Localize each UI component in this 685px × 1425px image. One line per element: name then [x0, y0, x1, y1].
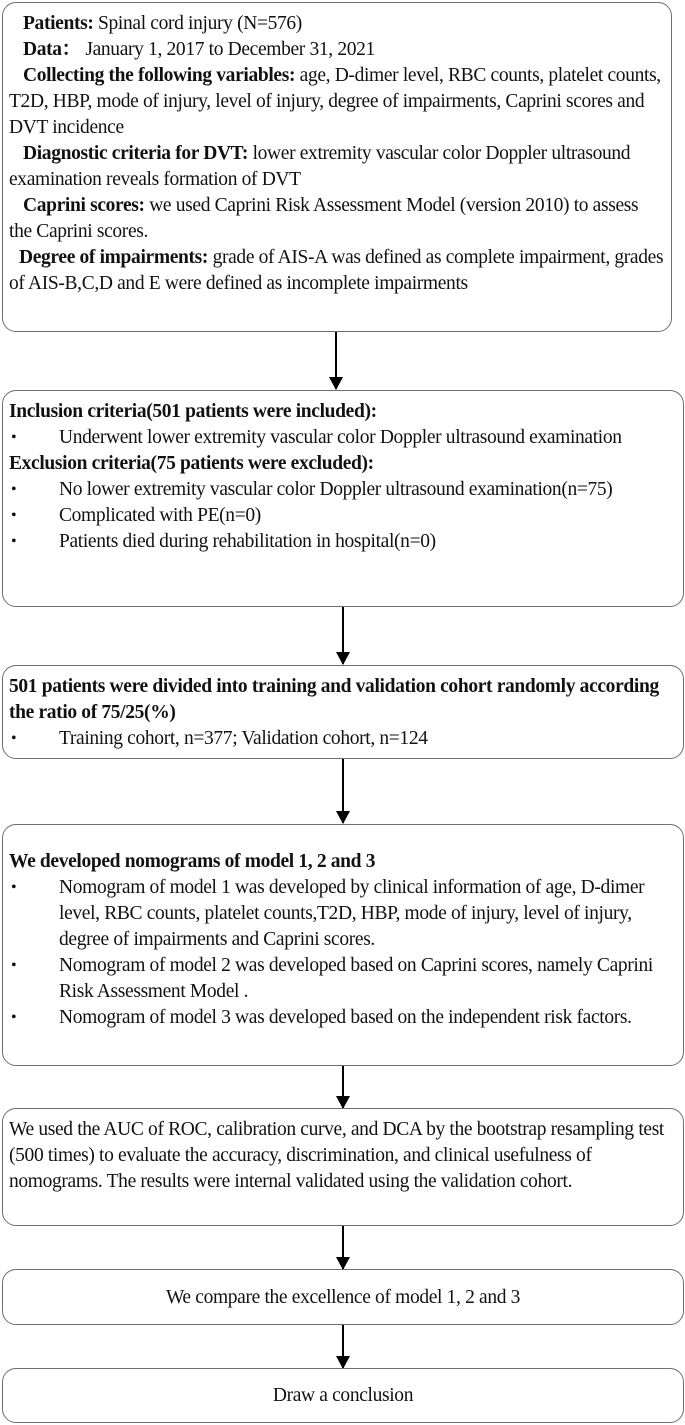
- arrow-down-icon: [342, 759, 344, 823]
- arrow-down-icon: [342, 1226, 344, 1269]
- arrow-down-icon: [342, 607, 344, 664]
- data-period-line: Data： January 1, 2017 to December 31, 2021: [23, 39, 375, 60]
- conclusion-text: Draw a conclusion: [272, 1385, 414, 1406]
- variables-line: Collecting the following variables: age, D-dimer level, RBC counts, platelet counts, T2D, HBP, mode of injury, level of injury, degree of impairments, Caprini scores and DVT incidence: [9, 65, 661, 138]
- evaluation-box: [2, 1108, 684, 1226]
- arrow-down-icon: [335, 332, 337, 389]
- conclusion-box: [2, 1368, 684, 1423]
- arrow-down-icon: [342, 1066, 344, 1108]
- inclusion-item: • Underwent lower extremity vascular color Doppler ultrasound examination: [9, 425, 677, 451]
- bullet-icon: •: [11, 1009, 17, 1026]
- nomogram-item: • Nomogram of model 2 was developed based on Caprini scores, namely Caprini Risk Assessment Model .: [11, 955, 653, 1002]
- bullet-icon: •: [11, 481, 17, 498]
- nomogram-heading: We developed nomograms of model 1, 2 and 3: [9, 851, 376, 872]
- arrow-down-icon: [342, 1325, 344, 1368]
- inclusion-exclusion-box: [2, 390, 684, 607]
- bullet-icon: •: [11, 429, 17, 446]
- evaluation-text: We used the AUC of ROC, calibration curve, and DCA by the bootstrap resampling test (500 times) to evaluate the accuracy, discrimination, and clinical usefulness of nomograms. The results were internal validated using the validation cohort.: [9, 1119, 665, 1192]
- cohort-item: • Training cohort, n=377; Validation cohort, n=124: [9, 726, 677, 752]
- cohort-split-box: [2, 665, 684, 759]
- study-design-box: [2, 2, 672, 332]
- dvt-criteria-line: Diagnostic criteria for DVT: lower extremity vascular color Doppler ultrasound examination reveals formation of DVT: [9, 143, 631, 190]
- exclusion-item: • No lower extremity vascular color Doppler ultrasound examination(n=75): [9, 477, 677, 503]
- impairment-line: Degree of impairments: grade of AIS-A was defined as complete impairment, grades of AIS-B,C,D and E were defined as incomplete impairments: [9, 247, 664, 294]
- caprini-line: Caprini scores: we used Caprini Risk Assessment Model (version 2010) to assess the Caprini scores.: [9, 195, 639, 242]
- nomogram-development-box: [2, 824, 684, 1066]
- patients-line: Patients: Spinal cord injury (N=576): [23, 13, 302, 34]
- comparison-box: [2, 1269, 684, 1325]
- nomogram-item: • Nomogram of model 3 was developed based on the independent risk factors.: [9, 1005, 677, 1031]
- bullet-icon: •: [11, 957, 17, 974]
- bullet-icon: •: [11, 730, 17, 747]
- cohort-split-heading: 501 patients were divided into training and validation cohort randomly according the ratio of 75/25(%): [9, 676, 659, 723]
- bullet-icon: •: [11, 533, 17, 550]
- inclusion-heading: Inclusion criteria(501 patients were included):: [9, 401, 377, 422]
- nomogram-item: • Nomogram of model 1 was developed by clinical information of age, D-dimer level, RBC counts, platelet counts,T2D, HBP, mode of injury, level of injury, degree of impairments and Caprini scores.: [11, 877, 645, 950]
- comparison-text: We compare the excellence of model 1, 2 and 3: [165, 1287, 521, 1308]
- exclusion-heading: Exclusion criteria(75 patients were excluded):: [9, 453, 374, 474]
- bullet-icon: •: [11, 879, 17, 896]
- bullet-icon: •: [11, 507, 17, 524]
- exclusion-item: • Patients died during rehabilitation in hospital(n=0): [9, 529, 677, 555]
- exclusion-item: • Complicated with PE(n=0): [9, 503, 677, 529]
